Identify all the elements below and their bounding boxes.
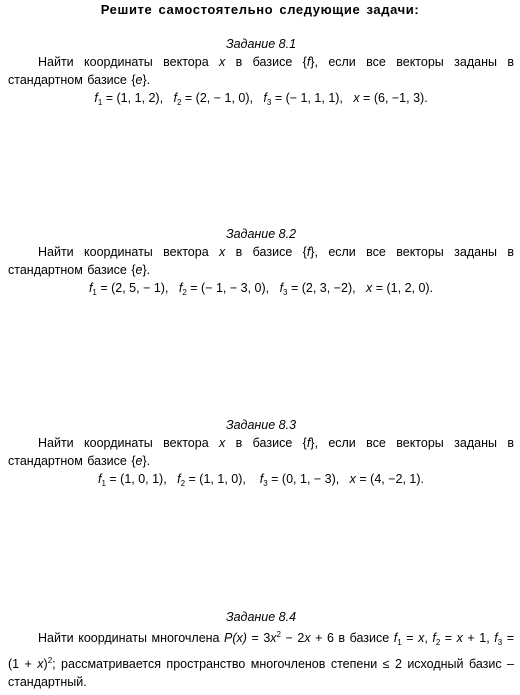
text-part: в базисе {: [225, 436, 307, 450]
sub-index: 1: [92, 288, 97, 297]
task-title: Задание 8.1: [225, 37, 297, 51]
f1-value: = (1, 1, 2),: [102, 91, 174, 105]
var-f: f: [306, 55, 311, 69]
var-f: f: [306, 436, 311, 450]
task-title: Задание 8.3: [225, 418, 297, 432]
text-part: − 2: [281, 631, 305, 645]
text-part: ; рассматривается пространство многочленов степени ≤ 2 исходный базис – стандартный.: [8, 657, 514, 689]
var-f3: f: [263, 91, 267, 105]
sub-index: 3: [497, 638, 503, 647]
var-e: e: [135, 73, 143, 87]
sub-index: 3: [283, 288, 288, 297]
var-e: e: [135, 263, 143, 277]
text-part: Найти координаты многочлена: [38, 631, 225, 645]
task-statement: [8, 243, 514, 279]
text-part: }.: [142, 454, 151, 468]
page-title: Решите самостоятельно следующие задачи:: [100, 2, 420, 17]
sub-index: 3: [266, 98, 272, 107]
f3-value: = (− 1, 1, 1),: [271, 91, 354, 105]
f1-value: = (1, 0, 1),: [105, 472, 178, 486]
text-part: }, если все векторы заданы в стандартном базисе {: [8, 55, 514, 87]
task-title: Задание 8.2: [225, 227, 297, 241]
var-f2: f: [432, 631, 436, 645]
f2-value: = (− 1, − 3, 0),: [186, 281, 280, 295]
text-part: }.: [142, 73, 151, 87]
var-f1: f: [393, 631, 398, 645]
var-f2: f: [178, 281, 183, 295]
text-part: }, если все векторы заданы в стандартном базисе {: [8, 436, 514, 468]
task-formula: [8, 470, 514, 493]
var-f: f: [306, 245, 311, 259]
x-value: = (6, −1, 3).: [359, 91, 428, 105]
sub-index: 2: [182, 288, 187, 297]
text-part: =: [401, 631, 419, 645]
task-formula: [8, 89, 514, 112]
var-f3: f: [259, 472, 264, 486]
text-part: }.: [142, 263, 151, 277]
sub-index: 2: [180, 479, 186, 488]
var-x: x: [366, 281, 373, 295]
var-f1: f: [97, 472, 102, 486]
text-part: = (1 +: [8, 631, 515, 671]
var-f3: f: [494, 631, 498, 645]
text-part: в базисе {: [225, 55, 307, 69]
var-f3: f: [279, 281, 284, 295]
var-f1: f: [88, 281, 93, 295]
task-statement: [8, 53, 514, 89]
x-value: = (4, −2, 1).: [355, 472, 425, 486]
var-x: x: [37, 657, 44, 671]
var-x: x: [219, 436, 226, 450]
task-8-2: [8, 225, 514, 302]
var-x: x: [219, 55, 226, 69]
sub-index: 2: [435, 638, 441, 647]
var-x: x: [456, 631, 463, 645]
polynomial-p: P(x): [224, 631, 247, 645]
var-f2: f: [173, 91, 177, 105]
var-f2: f: [177, 472, 181, 486]
text-part: Найти координаты вектора: [38, 55, 220, 69]
text-part: в базисе {: [225, 245, 307, 259]
text-part: }, если все векторы заданы в стандартном базисе {: [8, 245, 514, 277]
text-part: =: [440, 631, 457, 645]
sub-index: 1: [97, 98, 103, 107]
f1-value: = (2, 5, − 1),: [96, 281, 179, 295]
text-part: ): [43, 657, 48, 671]
var-x: x: [349, 472, 356, 486]
sub-index: 2: [176, 98, 182, 107]
sub-index: 3: [263, 479, 268, 488]
text-part: + 6 в базисе: [310, 631, 394, 645]
task-title: Задание 8.4: [225, 610, 297, 624]
var-x: x: [304, 631, 311, 645]
task-8-1: [8, 35, 514, 112]
f3-value: = (2, 3, −2),: [287, 281, 367, 295]
var-f1: f: [94, 91, 98, 105]
f2-value: = (1, 1, 0),: [185, 472, 260, 486]
text-part: ,: [424, 631, 433, 645]
f2-value: = (2, − 1, 0),: [181, 91, 264, 105]
text-part: + 1,: [462, 631, 495, 645]
var-x: x: [270, 631, 277, 645]
task-8-4: [8, 608, 514, 691]
var-e: e: [135, 454, 143, 468]
sub-index: 1: [397, 638, 402, 647]
task-statement: [8, 626, 514, 691]
sub-index: 1: [101, 479, 106, 488]
task-formula: [8, 279, 514, 302]
task-statement: [8, 434, 514, 470]
task-8-3: [8, 416, 514, 493]
var-x: x: [418, 631, 425, 645]
text-part: Найти координаты вектора: [38, 436, 220, 450]
var-x: x: [353, 91, 360, 105]
x-value: = (1, 2, 0).: [372, 281, 434, 295]
text-part: = 3: [246, 631, 271, 645]
f3-value: = (0, 1, − 3),: [267, 472, 350, 486]
exponent: 2: [47, 656, 53, 665]
text-part: Найти координаты вектора: [38, 245, 220, 259]
var-x: x: [219, 245, 226, 259]
exponent: 2: [276, 630, 281, 639]
